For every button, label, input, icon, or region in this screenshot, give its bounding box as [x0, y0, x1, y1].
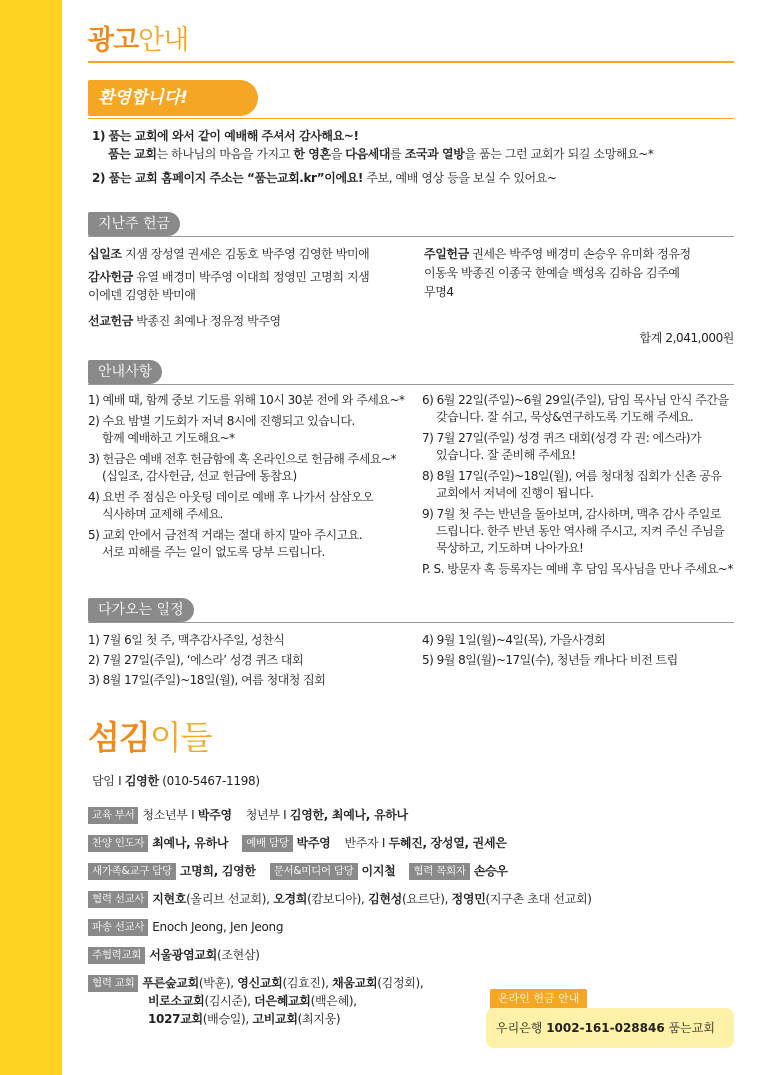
schedule-item: 4) 9월 1일(월)~4일(목), 가을사경회 — [422, 633, 606, 647]
pastor-row: 담임 I 김영한 (010-5467-1198) — [92, 774, 260, 788]
sent-missionary-row: 파송 선교사 Enoch Jeong, Jen Jeong — [88, 918, 283, 936]
notice-item: 6) 6월 22일(주일)~6월 29일(주일), 담임 목사님 안식 주간을 갖습니다. 잘 쉬고, 묵상&연구하도록 기도해 주세요. — [422, 393, 729, 424]
media-tag: 문서&미디어 담당 — [270, 863, 358, 880]
ad-line-3: 2) 품는 교회 홈페이지 주소는 “품는교회.kr”이에요! 주보, 예배 영상 등을 보실 수 있어요~ — [92, 171, 557, 185]
notice-item: 3) 헌금은 예배 전후 헌금함에 혹 온라인으로 헌금해 주세요~* (십일조, 감사헌금, 선교 헌금에 동참요) — [88, 452, 397, 483]
schedule-item: 3) 8월 17일(주일)~18일(월), 여름 청대청 집회 — [88, 673, 326, 687]
notice-item: 8) 8월 17일(주일)~18일(월), 여름 청대청 집회가 신촌 공유 교회에서 저녁에 진행이 됩니다. — [422, 469, 722, 500]
welcome-rule — [88, 118, 734, 119]
ad-title-rule — [88, 61, 734, 63]
notice-rule — [88, 384, 734, 385]
schedule-header: 다가오는 일정 — [88, 598, 194, 622]
welcome-banner: 환영합니다! — [88, 80, 258, 116]
partner-tag: 협력 교회 — [88, 975, 138, 992]
notice-item: 5) 교회 안에서 금전적 거래는 절대 하지 말아 주시고요. 서로 피해를 주는 일이 없도록 당부 드립니다. — [88, 528, 363, 559]
online-offering-tag: 온라인 헌금 안내 — [490, 989, 587, 1009]
ad-line-1: 1) 품는 교회에 와서 같이 예배해 주셔서 감사해요~! — [92, 129, 359, 143]
bulletin-page — [62, 0, 760, 1075]
ad-title: 광고안내 — [88, 25, 189, 56]
notice-item: P. S. 방문자 혹 등록자는 예배 후 담임 목사님을 만나 주세요~* — [422, 562, 733, 576]
servants-title: 섬김이들 — [88, 718, 212, 757]
offering-total: 합계 2,041,000원 — [639, 331, 734, 345]
missionary-tag: 협력 선교사 — [88, 891, 148, 908]
notice-item: 9) 7월 첫 주는 반년을 돌아보며, 감사하며, 맥추 감사 주일로 드립니다. 한주 반년 동안 역사해 주시고, 지켜 주신 주님을 묵상하고, 기도하며 나아가요! — [422, 507, 725, 555]
host-tag: 주협력교회 — [88, 947, 145, 964]
edu-row: 교육 부서 청소년부 I 박주영 청년부 I 김영한, 최예나, 유하나 — [88, 806, 408, 824]
schedule-item: 1) 7월 6일 첫 주, 맥추감사주일, 성찬식 — [88, 633, 285, 647]
praise-row: 찬양 인도자 최예나, 유하나 예배 담당 박주영 반주자 I 두혜진, 장성열, 권세은 — [88, 834, 507, 852]
online-offering-box: 우리은행 1002-161-028846 품는교회 — [486, 1008, 734, 1048]
offering-tithe: 십일조 지샘 장성열 권세은 김동호 박주영 김영한 박미애 — [88, 247, 370, 261]
notice-item: 1) 예배 때, 함께 중보 기도를 위해 10시 30분 전에 와 주세요~* — [88, 393, 405, 407]
schedule-right-column — [422, 630, 736, 670]
offering-mission: 선교헌금 박종진 최예나 정유정 박주영 — [88, 314, 281, 328]
praise-tag: 찬양 인도자 — [88, 835, 148, 852]
host-church-row: 주협력교회 서울광염교회(조현삼) — [88, 946, 260, 964]
schedule-left-column — [88, 630, 418, 690]
offering-rule — [88, 236, 734, 237]
notice-item: 2) 수요 밤별 기도회가 저녁 8시에 진행되고 있습니다. 함께 예배하고 기도해요~* — [88, 414, 355, 445]
ad-line-2: 품는 교회는 하나님의 마음을 가지고 한 영혼을 다음세대를 조국과 열방을 품는 그런 교회가 되길 소망해요~* — [108, 147, 654, 161]
edu-tag: 교육 부서 — [88, 807, 138, 824]
notice-header: 안내사항 — [88, 360, 162, 384]
missionary-row: 협력 선교사 지현호(올리브 선교회), 오경희(캄보디아), 김현성(요르단), 정영민(지구촌 초대 선교회) — [88, 890, 592, 908]
offering-sunday: 주일헌금 권세은 박주영 배경미 손승우 유미화 정유정 — [424, 247, 691, 261]
sent-tag: 파송 선교사 — [88, 919, 148, 936]
offering-thanks-cont: 이에덴 김영한 박미애 — [88, 288, 196, 302]
notice-right-column — [422, 392, 736, 582]
copastor-tag: 협력 목회자 — [409, 863, 469, 880]
yellow-side-stripe — [0, 0, 62, 1075]
offering-thanks: 감사헌금 유열 배경미 박주영 이대희 정영민 고명희 지샘 — [88, 270, 370, 284]
schedule-item: 2) 7월 27일(주일), ‘에스라’ 성경 퀴즈 대회 — [88, 653, 304, 667]
worship-tag: 예배 담당 — [242, 835, 292, 852]
partner-church-row: 협력 교회 푸른숲교회(박훈), 영신교회(김효진), 채움교회(김정회), — [88, 974, 423, 992]
family-tag: 새가족&교구 담당 — [88, 863, 176, 880]
offering-sunday-cont2: 무명4 — [424, 285, 454, 299]
notice-left-column — [88, 392, 418, 565]
family-row: 새가족&교구 담당 고명희, 김영한 문서&미디어 담당 이지철 협력 목회자 손승우 — [88, 862, 508, 880]
offering-sunday-cont1: 이동욱 박종진 이종국 한예슬 백성옥 김하음 김주예 — [424, 266, 680, 280]
partner-church-row-3: 1027교회(배승일), 고비교회(최지웅) — [148, 1012, 341, 1026]
notice-item: 7) 7월 27일(주일) 성경 퀴즈 대회(성경 각 권: 에스라)가 있습니다. 잘 준비해 주세요! — [422, 431, 702, 462]
partner-church-row-2: 비로소교회(김시준), 더은혜교회(백은혜), — [148, 994, 357, 1008]
schedule-rule — [88, 622, 734, 623]
notice-item: 4) 요번 주 점심은 아웃팅 데이로 예배 후 나가서 삼삼오오 식사하며 교제해 주세요. — [88, 490, 374, 521]
offering-header: 지난주 헌금 — [88, 212, 180, 236]
schedule-item: 5) 9월 8일(월)~17일(수), 청년들 캐나다 비전 트립 — [422, 653, 678, 667]
